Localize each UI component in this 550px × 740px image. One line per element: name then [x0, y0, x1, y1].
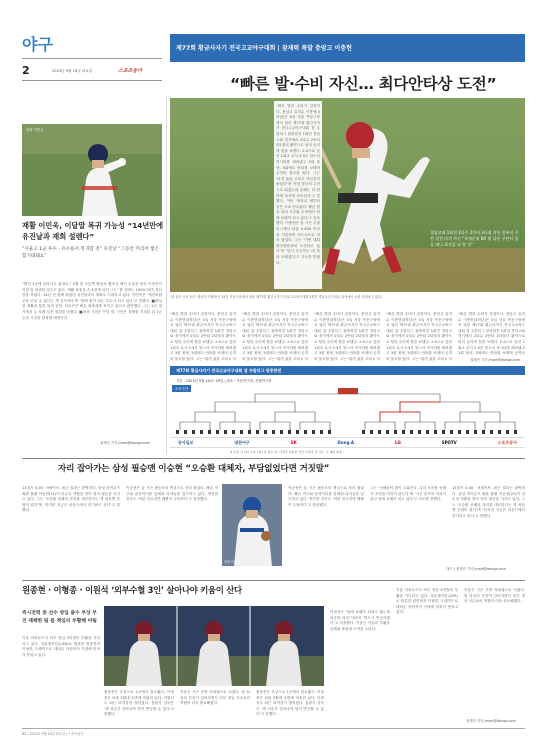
bottom-body-g: 키움은 시즌 초반 하위권으로 처졌다. 팀 타선의 부진이 길어지면서 외부 영입 선수들의 역할이 더욱 중요해졌다. [464, 588, 525, 604]
main-photo-side-caption: 경남고와 1회전 2타수 2안타 2타점 작년 봄부터 주전 실전 타격 자신 “특정순위 KA 팀 다운 구단이 있을 테니 최선을 다 할 것” [430, 230, 519, 247]
main-photo-caption: ‘내 꿈은 프로 선수’ 충암고 이충헌이 15일 목동구장에서 열린 제77회 황금사자기 전국고교야구대회 2회전 경남고전 1회초 타석에서 공을 지켜보고 있다. [170, 295, 383, 299]
bottom-story-rule [22, 580, 525, 581]
bottom-lead: 즉시전력 중 선수 영입 줄수 부상 부진 제패한 팀 몫 책임러 부활해 버팀 [22, 611, 97, 624]
page-number: 2 [22, 64, 30, 77]
sponsor-strip [170, 437, 525, 448]
footer-text: B2 | 2023년 5월 16일 화요일 | 스포츠동아 [22, 732, 84, 736]
bracket-label: 소속구단 [172, 385, 191, 392]
sponsor-logo: 동아일보 [178, 439, 194, 445]
footer-rule [22, 728, 525, 729]
bracket-info: 기간 : 2023년 5월 14일~29일 | 장소 : 목동야구장, 신월야구장 [176, 379, 272, 383]
left-headline: 재활 이민욱, 이달말 복귀 가능성 “14년만에 유진날과 재회 설렌다” [22, 221, 164, 241]
main-body-column-6: “빠른 발과 수비가 강점이다. 충암고 유격수 이충헌(3학년)은 5일 서울 목동구장에서 열린 제77회 황금사자기 전국고교야구대회 겸 주말리그 왕중왕전 1회전 경남고와 경기에서 2타수 2안타 2타점의 활약으로 팀의 승리에 힘을 보탰다. 2-0으로 앞선 1회초 무사 2·3루 찬스서 적시타를 때려냈고 3회 볼넷, 5회에도 안타를 보태며 공격의 [458, 312, 525, 356]
sponsor-logo: 스포츠동아 [497, 439, 517, 445]
mid-body-a2: 이승현은 올 시즌 필승조의 핵심으로 자리 잡았다. 빠른 직구와 슬라이더를 앞세워 타자들을 압도하고 있다. 박진만 감독도 ‘어린 선수지만 배짱이 두둑하다’고 칭찬했다. [126, 486, 218, 502]
bottom-photo [104, 606, 324, 686]
main-byline: 권재민 기자 jmart@donga.com [470, 358, 520, 362]
sponsor-logo: Dong-A [337, 440, 355, 445]
bottom-body-e: 이원석은 ‘팀에 보탬이 되려고 왔는데 죄송한 마음’이라며 ‘반드시 반등하겠다’고 다짐했다. 키움은 이들의 부활을 앞세워 중위권 도약을 노린다. [330, 610, 390, 631]
column-divider [166, 96, 167, 454]
left-lead: “서울고 1군 투수 · 유수용서 복귀할 것” 유진날 “그동안 커리어 쌓은 힘기대돼요” [22, 247, 160, 260]
main-body-column-3: “빠른 발과 수비가 강점이다. 충암고 유격수 이충헌(3학년)은 5일 서울 목동구장에서 열린 제77회 황금사자기 전국고교야구대회 겸 주말리그 왕중왕전 1회전 경남고와 경기에서 2타수 2안타 2타점의 활약으로 팀의 승리에 힘을 보탰다. 2-0으로 앞선 1회초 무사 2·3루 찬스서 적시타를 때려냈고 3회 볼넷, 5회에도 안타를 보태며 공격의 물꼬를 텄다. 그는 ‘타격 폼을 고치고 자 [242, 312, 308, 361]
bracket-lines [170, 384, 525, 436]
bottom-byline: 권재민 기자 jmart@donga.com [466, 719, 516, 723]
closer-photo-illustration [222, 484, 282, 566]
section-label: 야구 [22, 35, 53, 54]
left-photo [22, 124, 162, 216]
bottom-body-d: 원종현은 부상으로 1군에서 말소됐고, 이형종은 타율 2할대 초반에 머물러 있다. 이원석도 최근 타격감이 떨어졌다. 홍원기 감독은 ‘세 선수가 살아나야 팀이 반등할 수 있다’고 말했다. [256, 690, 324, 717]
bracket-footnote: ※ 우승 시 (12 소속 1점) 팀 점수 차. 이정후 비롯한 강한 이정후 강 지는 시 개최 예정 [230, 450, 342, 454]
mid-body-b: 이승현은 올 시즌 필승조의 핵심으로 자리 잡았다. 빠른 직구와 슬라이더를 앞세워 타자들을 압도하고 있다. 박진만 감독도 ‘어린 선수지만 배짱이 두둑하다’고 칭찬했다. [288, 486, 364, 507]
mid-photo [222, 484, 282, 566]
bottom-body-c: 키움은 시즌 초반 하위권으로 처졌다. 팀 타선의 부진이 길어지면서 외부 영입 선수들의 역할이 더욱 중요해졌다. [180, 690, 250, 706]
mid-story-rule [22, 458, 525, 459]
main-body-column-5: “빠른 발과 수비가 강점이다. 충암고 유격수 이충헌(3학년)은 5일 서울 목동구장에서 열린 제77회 황금사자기 전국고교야구대회 겸 주말리그 왕중왕전 1회전 경남고와 경기에서 2타수 2안타 2타점의 활약으로 팀의 승리에 힘을 보탰다. 2-0으로 앞선 1회초 무사 2·3루 찬스서 적시타를 때려냈고 3회 볼넷, 5회에도 안타를 보태며 공격의 물꼬를 텄다. 그는 ‘타격 폼을 고치고 자 [386, 312, 452, 361]
bracket-title: 제77회 황금사자기 전국고교야구대회 겸 주말리그 왕중왕전 [176, 368, 282, 373]
mid-headline: 자리 잡아가는 삼성 필승맨 이승현 “오승환 대체자, 부담없었다면 거짓말” [58, 464, 330, 474]
main-body-column-1: “빠른 발과 수비가 강점이다. 충암고 유격수 이충헌(3학년)은 5일 서울 목동구장에서 열린 제77회 황금사자기 전국고교야구대회 겸 주말리그 왕중왕전 1회전 경남고와 경기에서 2타수 2안타 2타점의 활약으로 팀의 승리에 힘을 보탰다. 2-0으로 앞선 1회초 무사 2·3루 찬스서 적시타를 때려냈고 3회 볼넷, 5회에도 안타를 보태며 공격의 물꼬를 텄다. 그는 ‘타격 폼을 고치고 자신감이 붙었다’며 ‘작년 봄부터 주전으로 뛰었는데 올해는 더 편하게 타석에 들어선다’고 말했다. 이어 ‘중학교 때부터 꿈은 프로 선수였다. 빠른 발을 살려 도루와 수비에서 팀에 보탬이 되고 싶다’고 강조했다. 이충헌은 올 시즌 주말리그에서 타율 0.400 이상을 기록하며 리드오프로 자리 잡았다. 그는 ‘이번 대회 최다안타상에 도전하고 싶다’며 ‘팀이 우승하는 데 힘을 보태겠다’고 각오를 밝혔다. [276, 104, 320, 265]
pitcher-photo-illustration [22, 124, 162, 216]
bottom-headline: 원종현 · 이형종 · 이원석 ‘외부수혈 3인’ 살아나야 키움이 산다 [22, 585, 242, 595]
mid-body-c: 그는 ‘선배들이 많이 도와준다. 특히 오승환 선배가 조언을 아끼지 않는다’며 ‘시즌 끝까지 다치지 않고 팀에 보탬이 되고 싶다’고 각오를 전했다. [370, 486, 446, 502]
left-photo-caption: 한화 이민우 [26, 128, 44, 132]
sponsor-logo: 대한야구 [234, 439, 250, 445]
sponsor-logo: SPOTV [441, 440, 457, 445]
mid-photo-caption: 삼성 이승현 [224, 560, 241, 564]
trio-photo-illustration [104, 606, 324, 686]
bottom-body-a: 키움 히어로즈가 외부 영입 3인방의 부활을 기다리고 있다. 자유계약선수(FA)로 합류한 원종현과 이형종, 트레이드로 데려온 이원석이 기대에 미치지 못하고 있다. [22, 636, 100, 657]
masthead-rule-bottom [22, 80, 162, 81]
sponsor-logo: SK [290, 440, 297, 445]
main-headline: “빠른 발·수비 자신… 최다안타상 도전” [230, 75, 497, 93]
publisher-logo: 스포츠동아 [118, 68, 143, 74]
issue-date: 2023년 5월 16일 화요일 [52, 69, 93, 73]
tournament-bracket [170, 384, 525, 436]
left-body: “빨리 1군에 올라가고 싶네요.” 2월 말 오른쪽 팔꿈치 뼛조각 제거 수술을 받은 이민욱이 이달 말 복귀를 앞두고 있다. 재활 과정을 순조롭게 마친 그는 ‘몸 상태는 100%’라며 자신감을 보였다. 14년 전 함께 뛰었던 유진날과의 재회도 기대하고 있다. 이민욱은 ‘예전처럼 공을 던질 수 있다는 게 감사하다’며 ‘팀에 힘이 되는 투수가 되고 싶다’고 말했다. ■확실한 재활을 통한 복귀 준비. 의료진은 빠른 회복세를 보이고 있다고 판단했다. 그는 2군 경기에서 두 차례 실전 점검을 마쳤다. ■복귀 시점은 이달 말. 구단은 상태를 지켜본 뒤 1군 등록 시점을 결정할 예정이다. [22, 282, 162, 320]
mid-body-d: 13경기 0.00 · 9세이브. 최근 결과는 완벽하다. 삼성 라이온즈 좌완 불펜 이승현(21)이 마무리 역할을 맡아 팀의 뒷문을 지키고 있다. 그는 ‘오승환 선배의 자리를 대신한다는 게 처음엔 부담이 컸다’며 ‘하지만 지금은 마운드에서 즐기려고 한다’고 말했다. [452, 486, 525, 518]
bottom-body-f: 키움 히어로즈가 외부 영입 3인방의 부활을 기다리고 있다. 자유계약선수(FA)로 합류한 원종현과 이형종, 트레이드로 데려온 이원석이 기대에 미치지 못하고 있다. [396, 588, 458, 615]
main-body-column-2: “빠른 발과 수비가 강점이다. 충암고 유격수 이충헌(3학년)은 5일 서울 목동구장에서 열린 제77회 황금사자기 전국고교야구대회 겸 주말리그 왕중왕전 1회전 경남고와 경기에서 2타수 2안타 2타점의 활약으로 팀의 승리에 힘을 보탰다. 2-0으로 앞선 1회초 무사 2·3루 찬스서 적시타를 때려냈고 3회 볼넷, 5회에도 안타를 보태며 공격의 물꼬를 텄다. 그는 ‘타격 폼을 고치고 자 [170, 312, 236, 361]
left-byline: 권재민 기자 jmart@donga.com [100, 441, 150, 445]
mid-byline: 대구 | 권재민 기자 jmart@donga.com [446, 567, 506, 571]
sponsor-logo: LG [394, 440, 401, 445]
mid-body-a: 13경기 0.00 · 9세이브. 최근 결과는 완벽하다. 삼성 라이온즈 좌완 불펜 이승현(21)이 마무리 역할을 맡아 팀의 뒷문을 지키고 있다. 그는 ‘오승환 선배의 자리를 대신한다는 게 처음엔 부담이 컸다’며 ‘하지만 지금은 마운드에서 즐기려고 한다’고 말했다. [22, 486, 120, 513]
main-body-column-4: “빠른 발과 수비가 강점이다. 충암고 유격수 이충헌(3학년)은 5일 서울 목동구장에서 열린 제77회 황금사자기 전국고교야구대회 겸 주말리그 왕중왕전 1회전 경남고와 경기에서 2타수 2안타 2타점의 활약으로 팀의 승리에 힘을 보탰다. 2-0으로 앞선 1회초 무사 2·3루 찬스서 적시타를 때려냈고 3회 볼넷, 5회에도 안타를 보태며 공격의 물꼬를 텄다. 그는 ‘타격 폼을 고치고 자 [314, 312, 380, 361]
bottom-body-b: 원종현은 부상으로 1군에서 말소됐고, 이형종은 타율 2할대 초반에 머물러 있다. 이원석도 최근 타격감이 떨어졌다. 홍원기 감독은 ‘세 선수가 살아나야 팀이 반등할 수 있다’고 말했다. [104, 690, 174, 717]
event-banner-text: 제77회 황금사자기 전국고교야구대회 | 잠재력 폭발 충암고 이충헌 [176, 45, 352, 52]
masthead-rule [22, 58, 162, 59]
